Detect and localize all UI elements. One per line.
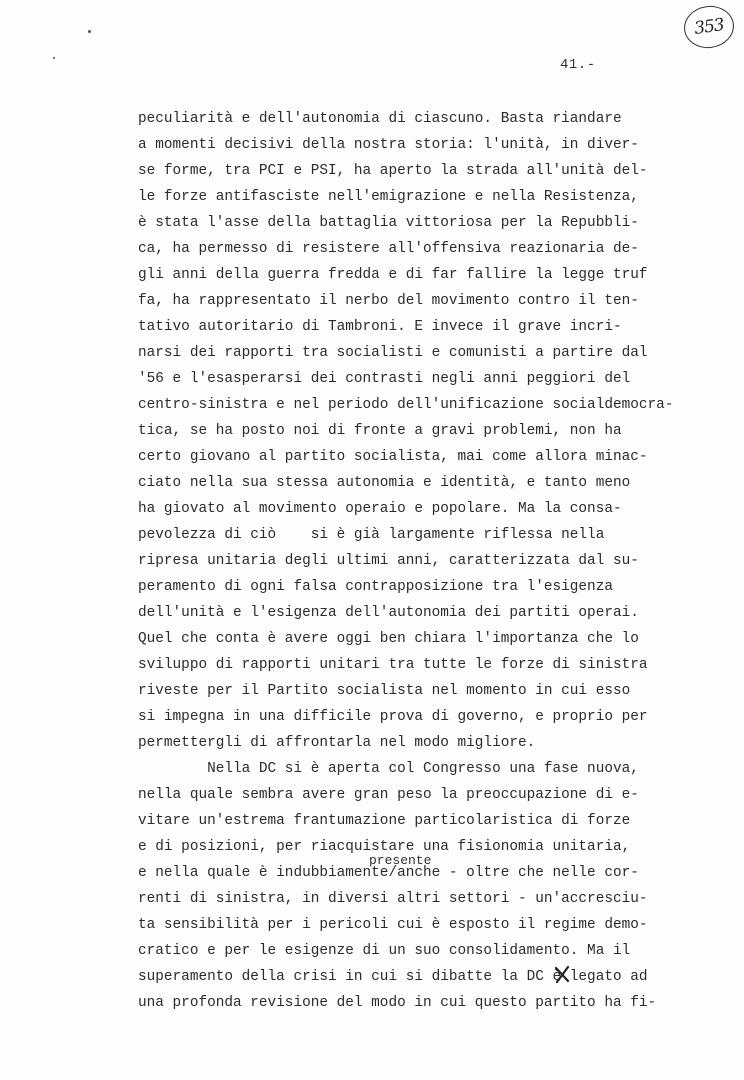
text-line: se forme, tra PCI e PSI, ha aperto la strada all'unità del- xyxy=(138,163,648,179)
paper-speck xyxy=(88,30,91,33)
text-line: fa, ha rappresentato il nerbo del movimento contro il ten- xyxy=(138,293,639,309)
text-line: tica, se ha posto noi di fronte a gravi problemi, non ha xyxy=(138,423,622,439)
text-line: pevolezza di ciò si è già largamente riflessa nella xyxy=(138,527,605,543)
text-line: renti di sinistra, in diversi altri settori - un'accresciu- xyxy=(138,891,648,907)
text-line: sviluppo di rapporti unitari tra tutte le forze di sinistra xyxy=(138,657,648,673)
text-line: tativo autoritario di Tambroni. E invece il grave incri- xyxy=(138,319,622,335)
text-line: a momenti decisivi della nostra storia: l'unità, in diver- xyxy=(138,137,639,153)
text-line: peramento di ogni falsa contrapposizione tra l'esigenza xyxy=(138,579,613,595)
text-line: è stata l'asse della battaglia vittoriosa per la Repubbli- xyxy=(138,215,639,231)
text-line: ripresa unitaria degli ultimi anni, caratterizzata dal su- xyxy=(138,553,639,569)
text-line: e di posizioni, per riacquistare una fisionomia unitaria, xyxy=(138,839,631,855)
text-line: le forze antifasciste nell'emigrazione e nella Resistenza, xyxy=(138,189,639,205)
typed-text-body xyxy=(138,106,738,1016)
text-line: gli anni della guerra fredda e di far fallire la legge truf xyxy=(138,267,648,283)
text-line: superamento della crisi in cui si dibatte la DC è legato ad xyxy=(138,969,648,985)
text-line: certo giovano al partito socialista, mai come allora minac- xyxy=(138,449,648,465)
text-line: cratico e per le esigenze di un suo consolidamento. Ma il xyxy=(138,943,631,959)
text-line: '56 e l'esasperarsi dei contrasti negli anni peggiori del xyxy=(138,371,631,387)
text-line: peculiarità e dell'autonomia di ciascuno. Basta riandare xyxy=(138,111,622,127)
text-line: ciato nella sua stessa autonomia e identità, e tanto meno xyxy=(138,475,631,491)
text-line: centro-sinistra e nel periodo dell'unificazione socialdemocra- xyxy=(138,397,674,413)
text-line: dell'unità e l'esigenza dell'autonomia dei partiti operai. xyxy=(138,605,639,621)
text-line: permettergli di affrontarla nel modo migliore. xyxy=(138,735,536,751)
text-line: vitare un'estrema frantumazione particolaristica di forze xyxy=(138,813,631,829)
text-line: ca, ha permesso di resistere all'offensiva reazionaria de- xyxy=(138,241,639,257)
text-line: ta sensibilità per i pericoli cui è esposto il regime demo- xyxy=(138,917,648,933)
text-line: e nella quale è indubbiamente/anche - oltre che nelle cor- xyxy=(138,865,639,881)
text-line: Quel che conta è avere oggi ben chiara l'importanza che lo xyxy=(138,631,639,647)
text-line: Nella DC si è aperta col Congresso una fase nuova, xyxy=(138,761,639,777)
page-number: 41.- xyxy=(560,57,596,73)
paper-speck xyxy=(53,57,55,59)
handwritten-cross-mark-icon xyxy=(553,964,571,984)
text-line: ha giovato al movimento operaio e popolare. Ma la consa- xyxy=(138,501,622,517)
text-line: riveste per il Partito socialista nel momento in cui esso xyxy=(138,683,631,699)
text-line: si impegna in una difficile prova di governo, e proprio per xyxy=(138,709,648,725)
handwritten-insertion: presente xyxy=(369,853,432,868)
text-line: narsi dei rapporti tra socialisti e comunisti a partire dal xyxy=(138,345,648,361)
archive-page-stamp: 353 xyxy=(681,3,736,52)
text-line: una profonda revisione del modo in cui questo partito ha fi- xyxy=(138,995,657,1011)
text-line: nella quale sembra avere gran peso la preoccupazione di e- xyxy=(138,787,639,803)
